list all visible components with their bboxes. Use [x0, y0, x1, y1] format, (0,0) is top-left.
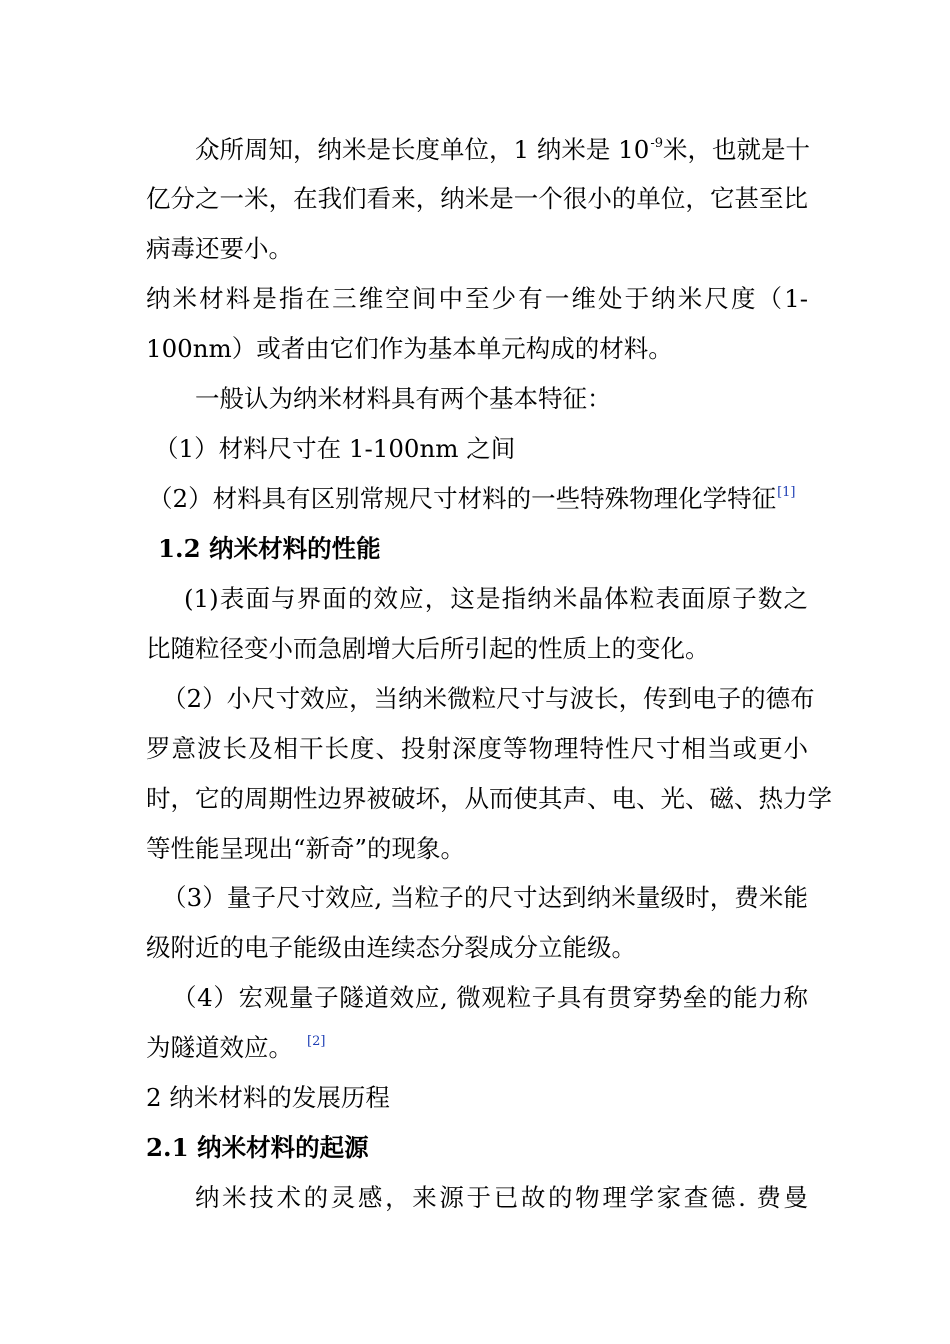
- property-3-line-2: 级附近的电子能级由连续态分裂成分立能级。: [146, 933, 636, 962]
- feature-item-2: [148, 481, 810, 517]
- citation-ref-2[interactable]: [2]: [307, 1034, 326, 1049]
- property-2-line-3: 时，它的周期性边界被破坏，从而使其声、电、光、磁、热力学: [146, 784, 832, 813]
- property-2-line-1: （2）小尺寸效应，当纳米微粒尺寸与波长，传到电子的德布: [162, 684, 815, 713]
- property-1-line-2: 比随粒径变小而急剧增大后所引起的性质上的变化。: [146, 634, 710, 663]
- exponent-superscript: -9: [650, 136, 664, 151]
- definition-line-2: 100nm）或者由它们作为基本单元构成的材料。: [146, 334, 673, 363]
- features-intro: 一般认为纳米材料具有两个基本特征：: [195, 384, 612, 413]
- feature-item-1: （1）材料尺寸在 1-100nm 之间: [154, 434, 516, 463]
- property-2-line-4: 等性能呈现出“新奇”的现象。: [146, 834, 466, 863]
- feature-item-2-text: （2）材料具有区别常规尺寸材料的一些特殊物理化学特征: [148, 484, 777, 513]
- intro-text: 众所周知，纳米是长度单位，1 纳米是 10: [195, 135, 650, 164]
- intro-line-2: 亿分之一米，在我们看来，纳米是一个很小的单位，它甚至比: [146, 184, 808, 213]
- citation-ref-1[interactable]: [1]: [777, 485, 796, 500]
- property-3-line-1: （3）量子尺寸效应, 当粒子的尺寸达到纳米量级时，费米能: [162, 883, 808, 912]
- section-heading-2: 2 纳米材料的发展历程: [146, 1083, 390, 1112]
- property-1-line-1: (1)表面与界面的效应，这是指纳米晶体粒表面原子数之: [184, 584, 808, 613]
- definition-line-1: 纳米材料是指在三维空间中至少有一维处于纳米尺度（1-: [146, 284, 808, 313]
- property-4-line-1: （4）宏观量子隧道效应, 微观粒子具有贯穿势垒的能力称: [172, 983, 808, 1012]
- intro-line-1: [195, 132, 811, 168]
- property-4-line-2: [146, 1030, 808, 1066]
- section-heading-2-1: 2.1 纳米材料的起源: [146, 1133, 369, 1162]
- property-2-line-2: 罗意波长及相干长度、投射深度等物理特性尺寸相当或更小: [146, 734, 808, 763]
- section-heading-1-2: 1.2 纳米材料的性能: [158, 534, 381, 563]
- property-4-text: 为隧道效应。: [146, 1033, 293, 1062]
- origin-line-1: 纳米技术的灵感，来源于已故的物理学家查德. 费曼: [195, 1183, 808, 1212]
- intro-text-cont: 米，也就是十: [663, 135, 811, 164]
- intro-line-3: 病毒还要小。: [146, 234, 293, 263]
